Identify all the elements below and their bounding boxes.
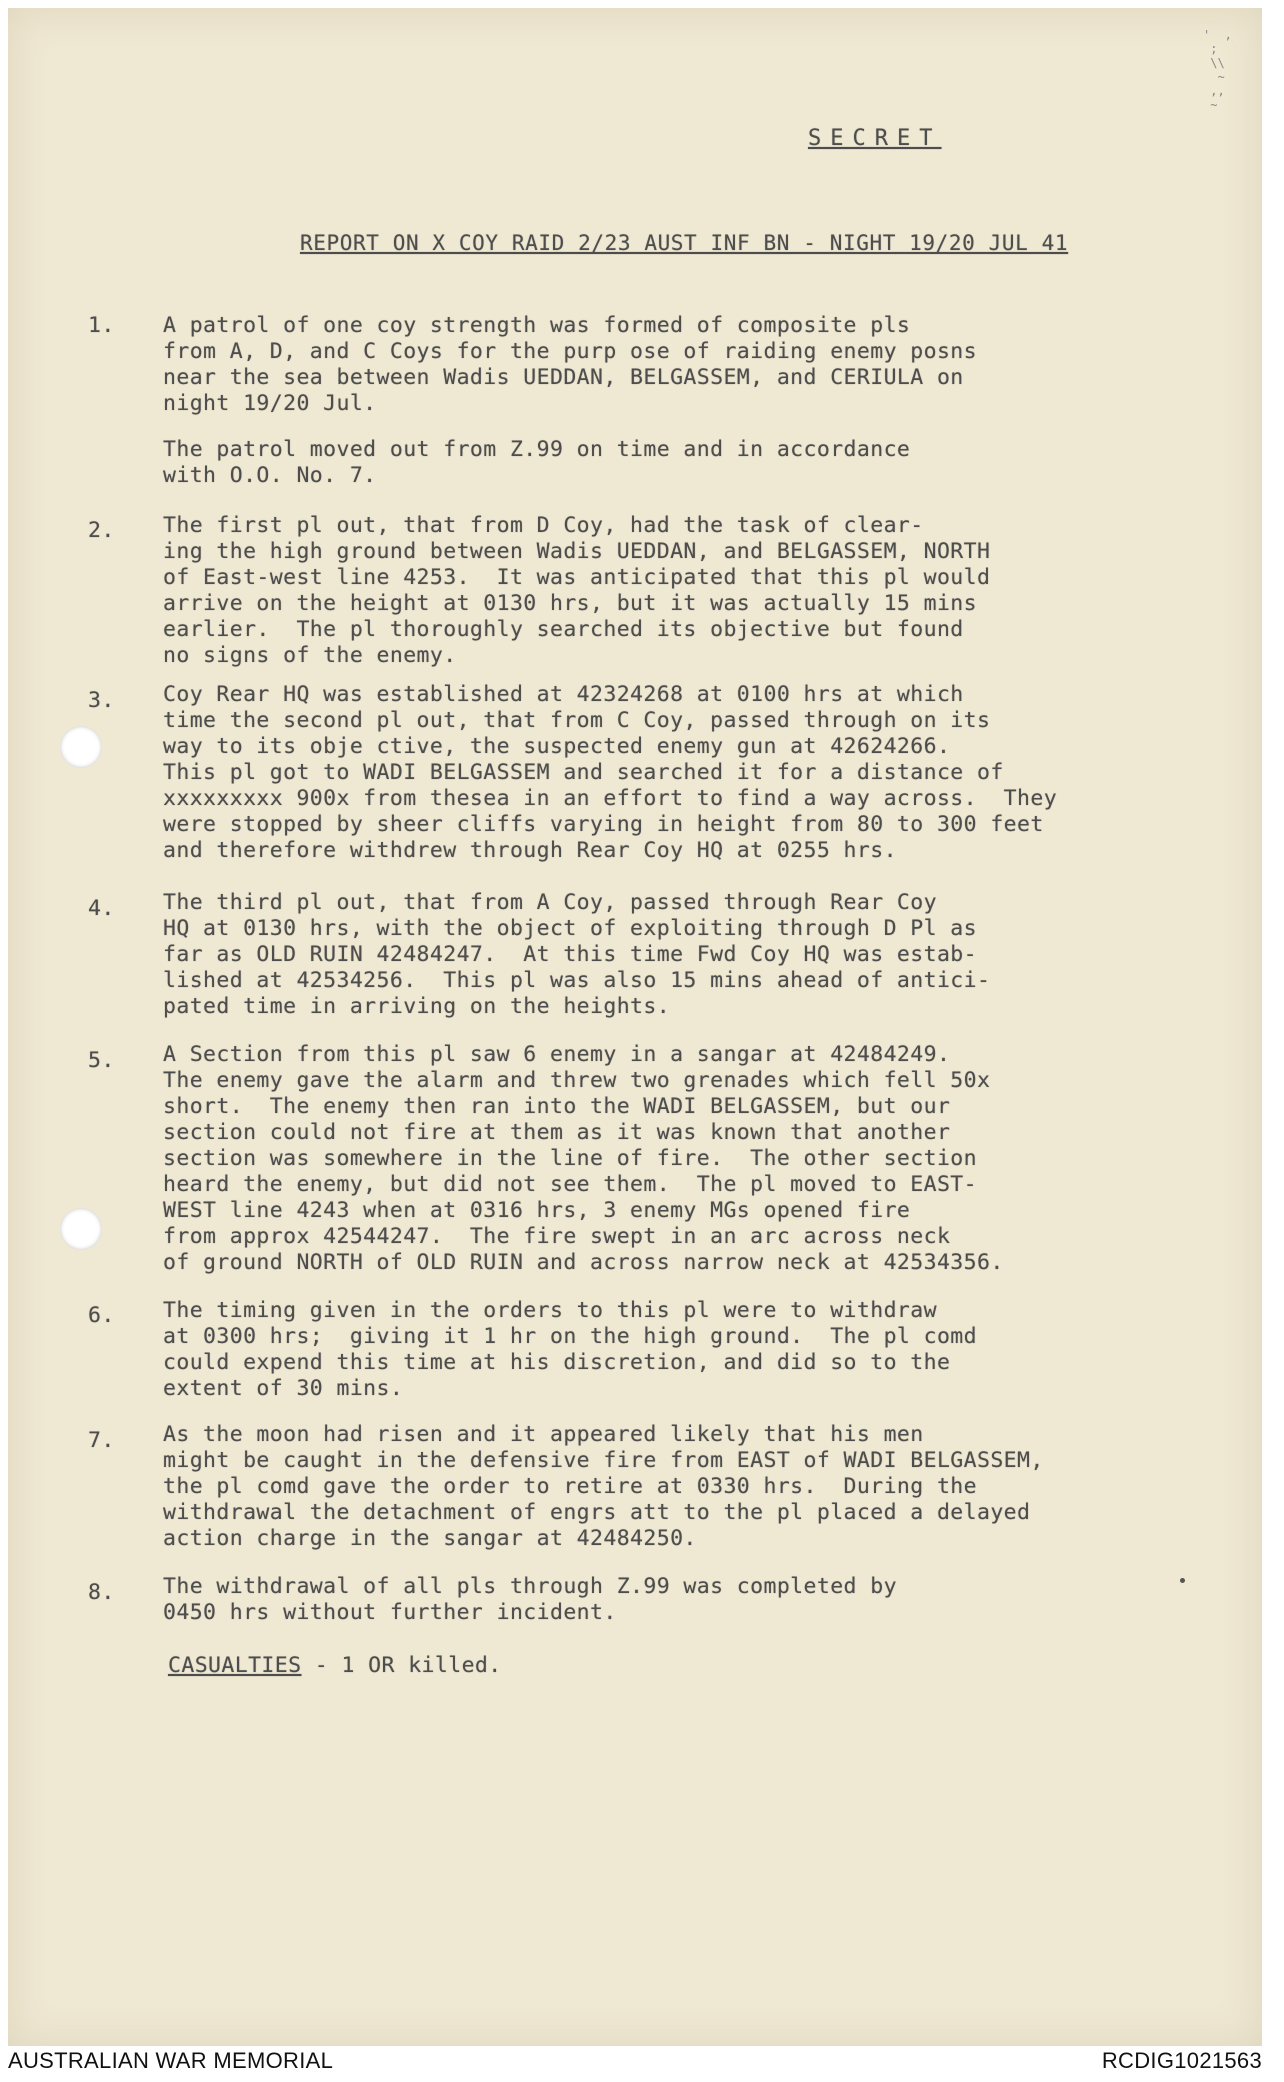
ink-speck [1180,1578,1185,1583]
paragraph-text: As the moon had risen and it appeared likely that his men might be caught in the defensive fire from EAST of WADI BELGASSEM, the pl comd gave the order to retire at 0330 hrs. During the withdrawal the detachment of engrs att to the pl placed a delayed action charge in the sangar at 42484250. [163,1422,1044,1551]
paragraph-text: The third pl out, that from A Coy, passed through Rear Coy HQ at 0130 hrs, with the object of exploiting through D Pl as far as OLD RUIN 42484247. At this time Fwd Coy HQ was estab- lished at 42534256. This pl was also 15 mins ahead of antici- pated time in arriving on the heights. [163,890,991,1019]
punch-hole [60,726,102,768]
paragraph-text: The timing given in the orders to this pl were to withdraw at 0300 hrs; giving it 1 hr on the high ground. The pl comd could expend this time at his discretion, and did so to the extent of 30 mins. [163,1298,977,1401]
document-page [8,8,1262,2046]
paragraph-number: 2. [88,518,115,543]
paragraph-text: The first pl out, that from D Coy, had the task of clear- ing the high ground between Wadis UEDDAN, and BELGASSEM, NORTH of East-west line 4253. It was anticipated that this pl would arrive on the height at 0130 hrs, but it was actually 15 mins earlier. The pl thoroughly searched its objective but found no signs of the enemy. [163,513,991,668]
classification-heading: SECRET [808,126,942,151]
paragraph-text: A Section from this pl saw 6 enemy in a sangar at 42484249. The enemy gave the alarm and threw two grenades which fell 50x short. The enemy then ran into the WADI BELGASSEM, but our section could not fire at them as it was known that another section was somewhere in the line of fire. The other section heard the enemy, but did not see them. The pl moved to EAST- WEST line 4243 when at 0316 hrs, 3 enemy MGs opened fire from approx 42544247. The fire swept in an arc across neck of ground NORTH of OLD RUIN and across narrow neck at 42534356. [163,1042,1004,1275]
paragraph-text: The patrol moved out from Z.99 on time and in accordance with O.O. No. 7. [163,437,911,488]
paragraph-number: 4. [88,896,115,921]
report-title: REPORT ON X COY RAID 2/23 AUST INF BN - NIGHT 19/20 JUL 41 [300,231,1069,255]
casualties-label: CASUALTIES [168,1653,302,1678]
paragraph-number: 5. [88,1048,115,1073]
paragraph-text: Coy Rear HQ was established at 42324268 at 0100 hrs at which time the second pl out, that from C Coy, passed through on its way to its obje ctive, the suspected enemy gun at 42624266. This pl got to WADI BELGASSEM and searched it for a distance of xxxxxxxxx 900x from thesea in an effort to find a way across. They were stopped by sheer cliffs varying in height from 80 to 300 feet and therefore withdrew through Rear Coy HQ at 0255 hrs. [163,682,1058,863]
paragraph-number: 6. [88,1303,115,1328]
punch-hole [60,1208,102,1250]
casualties-line [168,1653,502,1679]
corner-pencil-marks: ' , ; \\ ~ ,, ~ [1203,28,1232,112]
paragraph-text: The withdrawal of all pls through Z.99 was completed by 0450 hrs without further incident. [163,1574,897,1625]
paragraph-number: 1. [88,313,115,338]
paragraph-text: A patrol of one coy strength was formed of composite pls from A, D, and C Coys for the purp ose of raiding enemy posns near the sea between Wadis UEDDAN, BELGASSEM, and CERIULA on night 19/20 Jul. [163,313,977,416]
paragraph-number: 7. [88,1428,115,1453]
paragraph-number: 3. [88,688,115,713]
footer-record-id: RCDIG1021563 [1101,2048,1262,2073]
footer-archive-name: AUSTRALIAN WAR MEMORIAL [8,2048,334,2073]
casualties-text: - 1 OR killed. [301,1653,502,1678]
paragraph-number: 8. [88,1580,115,1605]
